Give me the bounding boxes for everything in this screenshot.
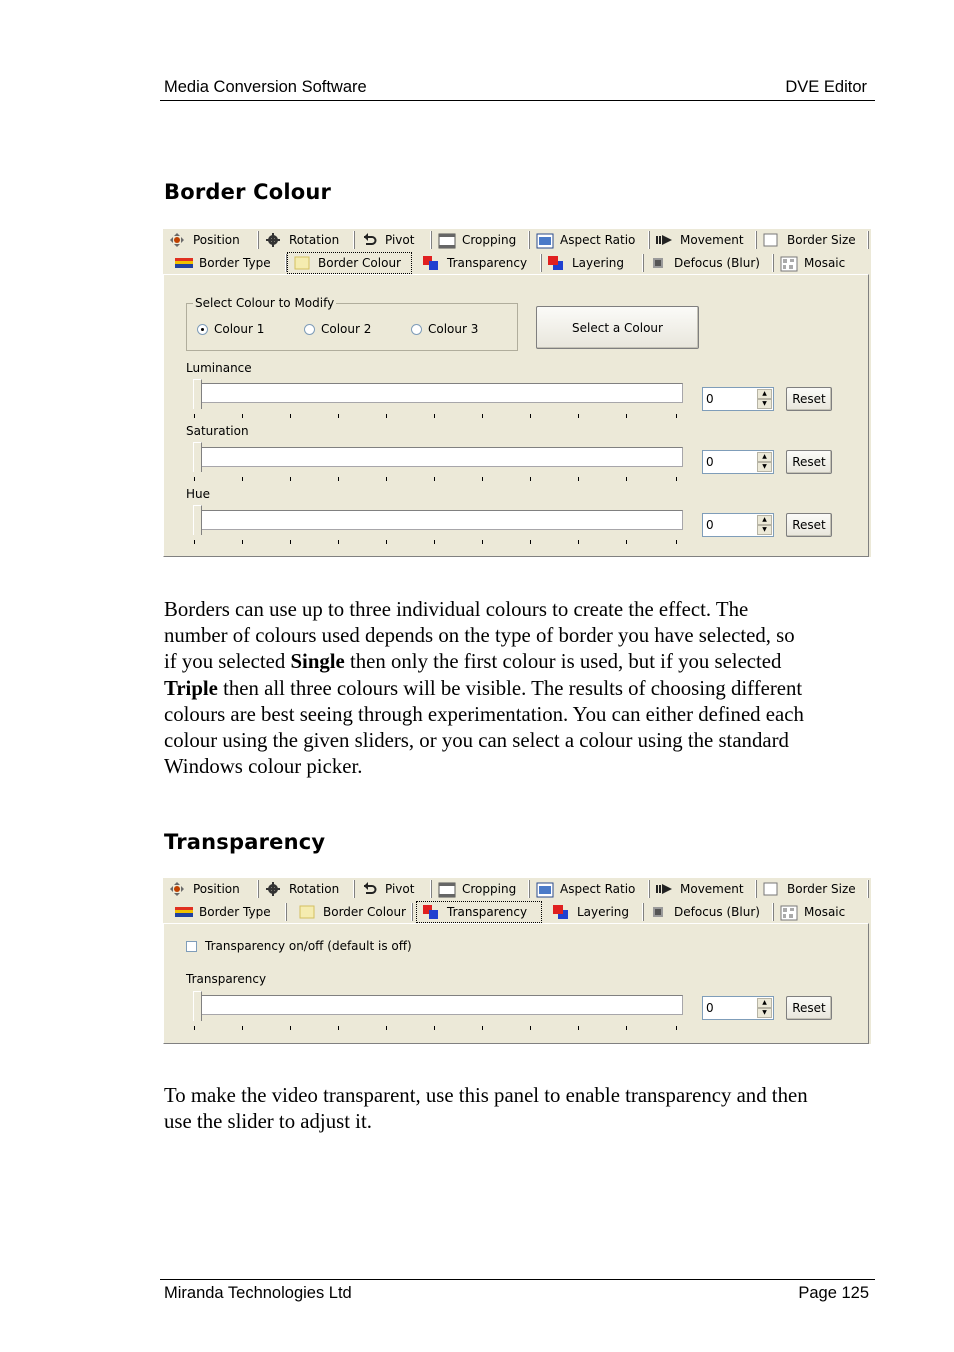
tab-label: Mosaic [804,256,846,270]
colour-select-group [186,296,518,351]
saturation-slider-thumb[interactable] [193,442,202,472]
tab-label: Movement [680,882,744,896]
checkbox-box [186,941,197,952]
aspect-ratio-icon [536,882,552,896]
hue-reset-button[interactable]: Reset [786,513,832,537]
spin-down-icon[interactable]: ▼ [757,1008,772,1018]
tab-row-1 [163,878,869,901]
tab-label: Pivot [385,882,415,896]
spin-down-icon[interactable]: ▼ [757,525,772,535]
section-title-transparency: Transparency [164,830,326,854]
transparency-reset-button[interactable]: Reset [786,996,832,1020]
hue-spinbox[interactable] [702,513,774,537]
spin-up-icon[interactable]: ▲ [757,452,772,462]
tab-label: Aspect Ratio [560,233,636,247]
tab-rotation[interactable] [259,878,355,900]
tab-pivot[interactable] [355,229,432,251]
transparency-value: 0 [706,1001,714,1015]
radio-colour-3[interactable] [411,322,478,336]
border-colour-paragraph [164,597,876,780]
section-title-border-colour: Border Colour [164,180,332,204]
text-line: Windows colour picker. [164,755,363,779]
radio-indicator [304,324,315,335]
mosaic-icon [780,256,796,270]
tab-label: Aspect Ratio [560,882,636,896]
defocus-icon [650,256,666,270]
luminance-value: 0 [706,392,714,406]
tab-label: Rotation [289,233,340,247]
saturation-label: Saturation [186,424,249,438]
tab-row-2 [163,901,869,924]
tab-label: Movement [680,233,744,247]
border-type-icon [175,256,191,270]
pivot-icon [361,233,377,247]
saturation-ticks [194,477,680,483]
aspect-ratio-icon [536,233,552,247]
tab-label: Layering [572,256,625,270]
pivot-icon [361,882,377,896]
tab-label: Border Colour [318,256,401,270]
radio-colour-1[interactable] [197,322,264,336]
layering-icon [553,905,569,919]
radio-label: Colour 1 [214,322,265,336]
tab-position[interactable] [163,878,259,900]
page-footer [160,1279,875,1306]
transparency-icon [423,905,439,919]
tab-label: Border Size [787,882,856,896]
group-label: Select Colour to Modify [195,296,335,310]
luminance-slider-thumb[interactable] [193,379,202,409]
select-colour-button[interactable]: Select a Colour [536,306,699,349]
tab-defocus[interactable] [644,252,774,274]
bold-term: Triple [164,676,218,700]
tab-label: Border Type [199,905,271,919]
movement-icon [656,882,672,896]
tab-label: Cropping [462,233,517,247]
layering-icon [548,256,564,270]
tab-label: Layering [577,905,630,919]
radio-colour-2[interactable] [304,322,371,336]
text-line: colour using the given sliders, or you can select a colour using the standard [164,729,789,753]
border-colour-panel [163,274,869,557]
spin-up-icon[interactable]: ▲ [757,998,772,1008]
transparency-icon [423,256,439,270]
border-type-icon [175,905,191,919]
tab-label: Border Type [199,256,271,270]
luminance-ticks [194,414,680,420]
spin-down-icon[interactable]: ▼ [757,399,772,409]
text-line: then only the first colour is used, but if you selected [344,650,782,674]
tab-label: Border Colour [323,905,406,919]
tab-mosaic[interactable] [774,901,869,923]
transparency-panel [163,923,869,1044]
tab-label: Transparency [447,905,528,919]
border-colour-dialog [163,229,871,557]
text-line: number of colours used depends on the type of border you have selected, so [164,624,795,648]
tab-layering[interactable] [547,901,644,923]
tab-border-colour[interactable] [287,252,412,274]
saturation-value: 0 [706,455,714,469]
spin-up-icon[interactable]: ▲ [757,389,772,399]
radio-indicator [197,324,208,335]
hue-slider[interactable] [197,510,683,530]
tab-border-type[interactable] [169,901,287,923]
transparency-slider[interactable] [197,995,683,1015]
tab-label: Defocus (Blur) [674,905,760,919]
defocus-icon [650,905,666,919]
header-section: DVE Editor [785,78,867,96]
tab-border-colour[interactable] [293,901,413,923]
text-line: To make the video transparent, use this panel to enable transparency and then [164,1084,808,1107]
cropping-icon [438,882,454,896]
mosaic-icon [780,905,796,919]
page-header [160,76,875,101]
tab-cropping[interactable] [432,229,530,251]
transparency-ticks [194,1026,680,1032]
tab-label: Rotation [289,882,340,896]
tab-label: Defocus (Blur) [674,256,760,270]
tab-row-2 [163,252,869,275]
tab-transparency[interactable] [416,901,542,923]
hue-ticks [194,540,680,546]
cropping-icon [438,233,454,247]
text-line: colours are best seeing through experimentation. You can either defined each [164,702,804,726]
radio-indicator [411,324,422,335]
luminance-reset-button[interactable]: Reset [786,387,832,411]
tab-row-1 [163,229,869,252]
movement-icon [656,233,672,247]
tab-pivot[interactable] [355,878,432,900]
luminance-slider[interactable] [197,383,683,403]
text-line: then all three colours will be visible. The results of choosing different [217,676,803,700]
saturation-slider[interactable] [197,447,683,467]
tab-aspect-ratio[interactable] [530,229,650,251]
tab-rotation[interactable] [259,229,355,251]
tab-label: Mosaic [804,905,846,919]
tab-position[interactable] [163,229,259,251]
tab-label: Position [193,882,240,896]
transparency-slider-thumb[interactable] [193,991,202,1021]
tab-cropping[interactable] [432,878,530,900]
tab-border-size[interactable] [757,229,869,251]
luminance-label: Luminance [186,361,252,375]
border-colour-icon [299,905,315,919]
spin-up-icon[interactable]: ▲ [757,515,772,525]
tab-label: Cropping [462,882,517,896]
luminance-spinbox[interactable] [702,387,774,411]
tab-movement[interactable] [650,229,757,251]
tab-layering[interactable] [542,252,644,274]
position-icon [169,882,185,896]
page-number: Page 125 [798,1284,869,1302]
radio-label: Colour 2 [321,322,372,336]
border-colour-icon [294,256,310,270]
transparency-spinbox[interactable] [702,996,774,1020]
border-size-icon [763,882,779,896]
tab-label: Transparency [447,256,528,270]
footer-company: Miranda Technologies Ltd [164,1284,352,1302]
text-line: if you selected [164,650,291,674]
spin-down-icon[interactable]: ▼ [757,462,772,472]
gear-icon [265,882,281,896]
tab-border-type[interactable] [169,252,287,274]
position-icon [169,233,185,247]
tab-label: Border Size [787,233,856,247]
radio-label: Colour 3 [428,322,479,336]
hue-value: 0 [706,518,714,532]
checkbox-label: Transparency on/off (default is off) [205,939,412,953]
tab-label: Pivot [385,233,415,247]
tab-defocus[interactable] [644,901,774,923]
saturation-spinbox[interactable] [702,450,774,474]
tab-label: Position [193,233,240,247]
header-title: Media Conversion Software [164,78,367,96]
tab-transparency[interactable] [417,252,542,274]
transparency-paragraph [164,1083,876,1135]
tab-movement[interactable] [650,878,757,900]
gear-icon [265,233,281,247]
tab-mosaic[interactable] [774,252,869,274]
transparency-dialog [163,878,871,1044]
hue-label: Hue [186,487,211,501]
transparency-label: Transparency [186,972,267,986]
border-size-icon [763,233,779,247]
saturation-reset-button[interactable]: Reset [786,450,832,474]
tab-border-size[interactable] [757,878,869,900]
tab-aspect-ratio[interactable] [530,878,650,900]
transparency-checkbox[interactable] [186,939,412,953]
bold-term: Single [290,650,345,674]
hue-slider-thumb[interactable] [193,505,202,535]
text-line: use the slider to adjust it. [164,1110,372,1134]
text-line: Borders can use up to three individual colours to create the effect. The [164,598,749,621]
